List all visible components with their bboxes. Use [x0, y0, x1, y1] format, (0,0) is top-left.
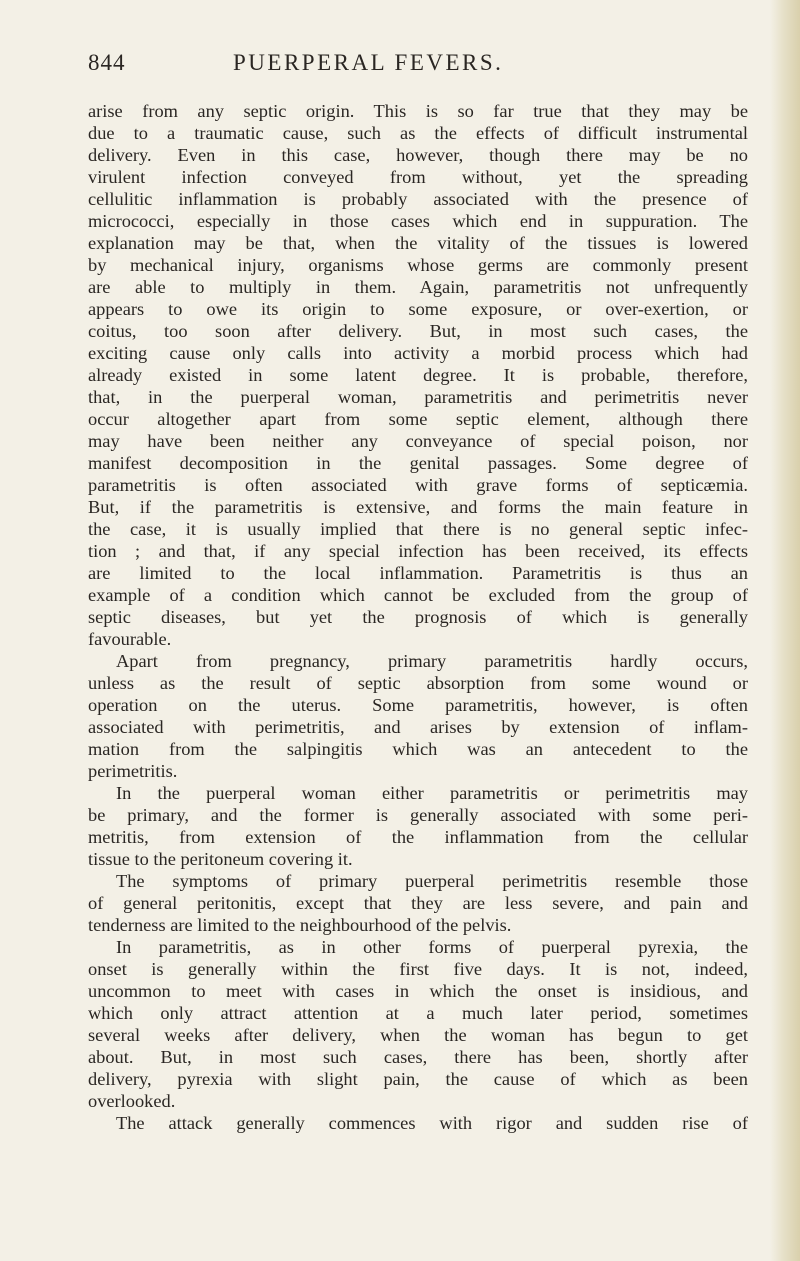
- text-line: delivery. Even in this case, however, though there may be no: [88, 145, 748, 165]
- text-line: The attack generally commences with rigor and sudden rise of: [116, 1113, 748, 1133]
- body-text: [88, 100, 748, 1134]
- text-line: be primary, and the former is generally associated with some peri-: [88, 805, 748, 825]
- text-line: that, in the puerperal woman, parametritis and perimetritis never: [88, 387, 748, 407]
- text-line: may have been neither any conveyance of special poison, nor: [88, 431, 748, 451]
- text-line: In the puerperal woman either parametritis or perimetritis may: [116, 783, 748, 803]
- text-line: The symptoms of primary puerperal perimetritis resemble those: [116, 871, 748, 891]
- text-line: tion ; and that, if any special infection has been received, its effects: [88, 541, 748, 561]
- text-line: example of a condition which cannot be excluded from the group of: [88, 585, 748, 605]
- text-line: tenderness are limited to the neighbourhood of the pelvis.: [88, 915, 512, 935]
- text-line: delivery, pyrexia with slight pain, the cause of which as been: [88, 1069, 748, 1089]
- text-line: about. But, in most such cases, there has been, shortly after: [88, 1047, 748, 1067]
- text-line: already existed in some latent degree. It is probable, therefore,: [88, 365, 748, 385]
- text-line: In parametritis, as in other forms of puerperal pyrexia, the: [116, 937, 748, 957]
- text-line: overlooked.: [88, 1091, 176, 1111]
- text-line: septic diseases, but yet the prognosis of which is generally: [88, 607, 748, 627]
- text-line: unless as the result of septic absorption from some wound or: [88, 673, 748, 693]
- page-edge-shadow: [770, 0, 800, 1261]
- text-line: But, if the parametritis is extensive, and forms the main feature in: [88, 497, 748, 517]
- text-line: several weeks after delivery, when the woman has begun to get: [88, 1025, 748, 1045]
- text-line: favourable.: [88, 629, 172, 649]
- text-line: Apart from pregnancy, primary parametritis hardly occurs,: [116, 651, 748, 671]
- text-line: perimetritis.: [88, 761, 178, 781]
- text-line: due to a traumatic cause, such as the effects of difficult instrumental: [88, 123, 748, 143]
- text-line: which only attract attention at a much later period, sometimes: [88, 1003, 748, 1023]
- text-line: onset is generally within the first five days. It is not, indeed,: [88, 959, 748, 979]
- text-line: explanation may be that, when the vitality of the tissues is lowered: [88, 233, 748, 253]
- running-title: PUERPERAL FEVERS.: [233, 50, 504, 75]
- page-header: [88, 50, 708, 84]
- text-line: associated with perimetritis, and arises by extension of inflam-: [88, 717, 748, 737]
- text-line: arise from any septic origin. This is so far true that they may be: [88, 101, 748, 121]
- text-line: exciting cause only calls into activity a morbid process which had: [88, 343, 748, 363]
- text-line: metritis, from extension of the inflammation from the cellular: [88, 827, 748, 847]
- text-line: operation on the uterus. Some parametritis, however, is often: [88, 695, 748, 715]
- text-line: appears to owe its origin to some exposure, or over-exertion, or: [88, 299, 748, 319]
- text-line: by mechanical injury, organisms whose germs are commonly present: [88, 255, 748, 275]
- text-line: occur altogether apart from some septic element, although there: [88, 409, 748, 429]
- text-line: are able to multiply in them. Again, parametritis not unfrequently: [88, 277, 748, 297]
- text-line: micrococci, especially in those cases which end in suppuration. The: [88, 211, 748, 231]
- page-number: 844: [88, 50, 126, 75]
- text-line: of general peritonitis, except that they are less severe, and pain and: [88, 893, 748, 913]
- text-line: cellulitic inflammation is probably associated with the presence of: [88, 189, 748, 209]
- text-line: mation from the salpingitis which was an antecedent to the: [88, 739, 748, 759]
- text-line: coitus, too soon after delivery. But, in most such cases, the: [88, 321, 748, 341]
- text-line: are limited to the local inflammation. Parametritis is thus an: [88, 563, 748, 583]
- text-line: parametritis is often associated with grave forms of septicæmia.: [88, 475, 748, 495]
- text-line: virulent infection conveyed from without, yet the spreading: [88, 167, 748, 187]
- text-line: the case, it is usually implied that there is no general septic infec-: [88, 519, 748, 539]
- text-line: tissue to the peritoneum covering it.: [88, 849, 353, 869]
- text-line: uncommon to meet with cases in which the onset is insidious, and: [88, 981, 748, 1001]
- text-line: manifest decomposition in the genital passages. Some degree of: [88, 453, 748, 473]
